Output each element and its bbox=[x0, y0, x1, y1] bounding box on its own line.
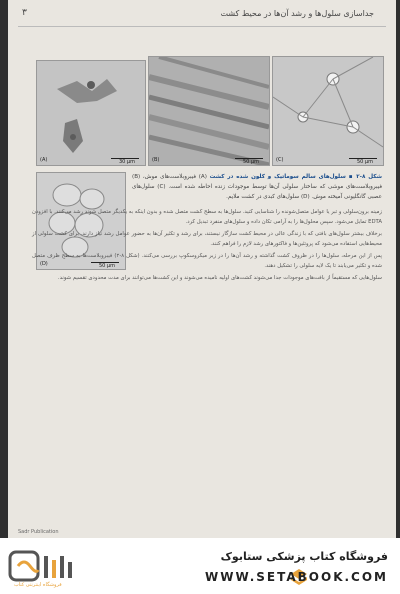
figure-b-photo bbox=[148, 56, 270, 166]
logo-tagline: فروشگاه اینترنتی کتاب bbox=[14, 582, 62, 588]
page-header bbox=[8, 4, 396, 24]
figure-a-scale-text: 30 μm bbox=[118, 159, 135, 165]
figure-b-cells bbox=[149, 57, 269, 165]
store-name: فروشگاه کتاب پزشکی ستابوک bbox=[220, 550, 388, 563]
setabook-logo-icon bbox=[8, 548, 78, 586]
body-paragraph: سلول‌هایی که مستقیماً از بافت‌های موجودات جدا می‌شوند کشت‌های اولیه نامیده می‌شوند و این کشت‌ها می‌توانند برای مدت محدودی تقسیم شوند. bbox=[57, 275, 382, 281]
figure-a-photo bbox=[36, 60, 146, 166]
header-divider bbox=[18, 26, 386, 27]
figure-d-scale-text: 50 μm bbox=[98, 263, 115, 269]
figure-d-label: (D) bbox=[40, 261, 48, 267]
book-page bbox=[8, 0, 396, 538]
caption-title: شکل ۸-۲ ▪ سلول‌های سالم سوماتیک و کلون شده در کشت bbox=[209, 174, 382, 180]
figure-c-photo bbox=[272, 56, 384, 166]
body-text bbox=[32, 208, 382, 287]
body-paragraph: برخلاف بیشتر سلول‌های بافتی که با زندگی عالی در محیط کشت سازگار نیستند، برای رشد و تکثیر آن‌ها به حضور عوامل رشد نیاز دارند. برای کشت سلولی از محیط‌هایی استفاده می‌شود که پروتئین‌ها و فاکتورهای رشد لازم را فراهم کنند. bbox=[32, 231, 382, 247]
figure-caption bbox=[132, 172, 382, 202]
publisher-footer: Sadr Publication bbox=[18, 529, 59, 535]
page-number: ۳ bbox=[22, 8, 27, 18]
body-paragraph: زمینه برون‌سلولی و تبر یا عوامل متصل‌شونده را شناسایی کنید. سلول‌ها به سطح کشت متصل شده و بدون اینکه به یکدیگر متصل شوند رشد می‌کنند. با افزودن EDTA تمایل می‌شود. سپس محلول‌ها را به آرامی تکان داده و سلول‌های منفرد تبدیل کرد. bbox=[32, 209, 382, 225]
figure-a-cells bbox=[37, 61, 145, 165]
figure-c-cells bbox=[273, 57, 383, 165]
body-paragraph: پس از این مرحله، سلول‌ها را در ظروف کشت گذاشته و رشد آن‌ها را در زیر میکروسکوپ بررسی می‌کنند. (شکل ۸-۲) فیبروبلاست‌ها به سطح ظرف متصل شده و تکثیر می‌یابند تا یک لایه سلولی را تشکیل دهند. bbox=[32, 253, 382, 269]
figure-c-scale-text: 50 μm bbox=[356, 159, 373, 165]
figure-c-label: (C) bbox=[276, 157, 284, 163]
figure-a-label: (A) bbox=[40, 157, 48, 163]
figure-b-label: (B) bbox=[152, 157, 160, 163]
figure-b-scale-text: 50 μm bbox=[242, 159, 259, 165]
caption-text: (A) فیبروبلاست‌های موش، (B) فیبروبلاست‌های موشی که ساختار سلولی آن‌ها توسط موجودات زنده احاطه شده است. (C) سلول‌های عصبی گانگلیونی آمیخته موش. (D) سلول‌های کبدی در کشت ملایم. bbox=[132, 174, 382, 200]
store-banner bbox=[0, 538, 400, 594]
store-url-link[interactable]: WWW.SETABOOK.COM bbox=[204, 570, 388, 584]
running-title: جداسازی سلول‌ها و رشد آن‌ها در محیط کشت bbox=[220, 9, 374, 18]
